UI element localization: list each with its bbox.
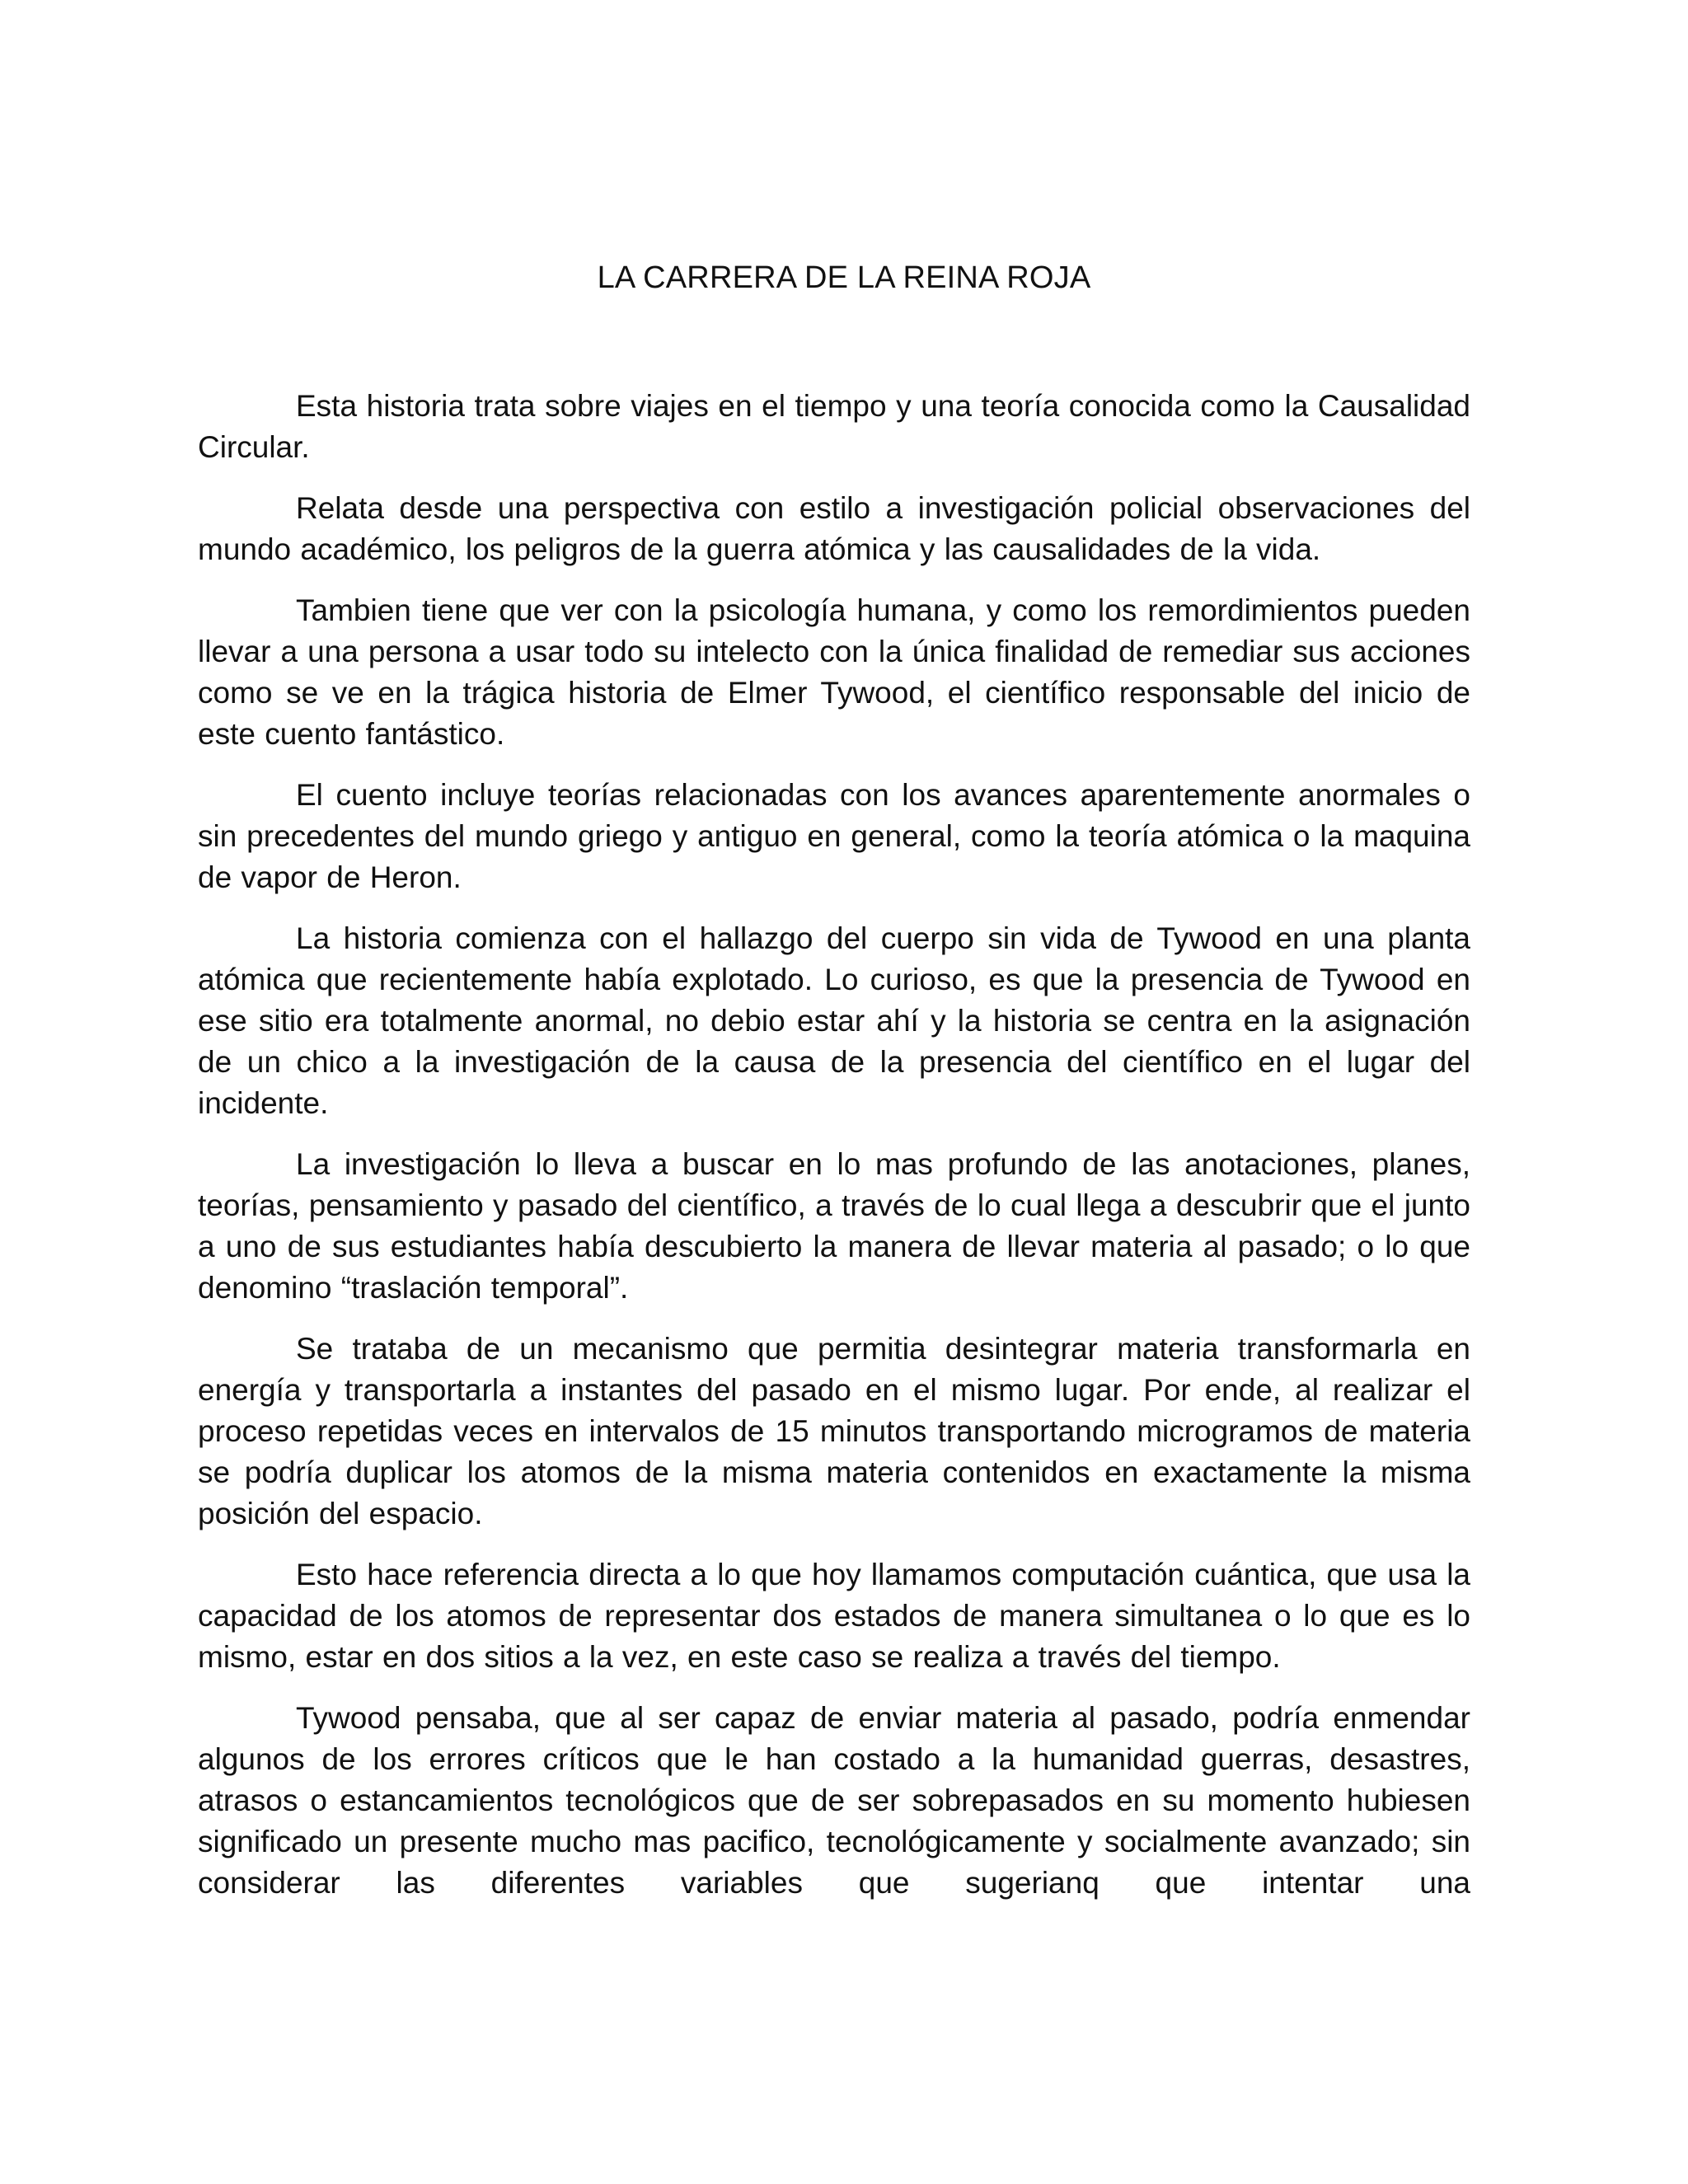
paragraph-3: Tambien tiene que ver con la psicología humana, y como los remordimientos pueden llevar a una persona a usar todo su intelecto con la única finalidad de remediar sus acciones como se ve en la trágica historia de Elmer Tywood, el científico responsable del inicio de este cuento fantástico. <box>198 593 1470 751</box>
paragraph-4: El cuento incluye teorías relacionadas con los avances aparentemente anormales o sin precedentes del mundo griego y antiguo en general, como la teoría atómica o la maquina de vapor de Heron. <box>198 778 1470 894</box>
document-body <box>198 386 1470 1924</box>
paragraph-5: La historia comienza con el hallazgo del cuerpo sin vida de Tywood en una planta atómica que recientemente había explotado. Lo curioso, es que la presencia de Tywood en ese sitio era totalmente anormal, no debio estar ahí y la historia se centra en la asignación de un chico a la investigación de la causa de la presencia del científico en el lugar del incidente. <box>198 921 1470 1120</box>
paragraph-1: Esta historia trata sobre viajes en el tiempo y una teoría conocida como la Causalidad Circular. <box>198 389 1470 464</box>
paragraph-7: Se trataba de un mecanismo que permitia desintegrar materia transformarla en energía y transportarla a instantes del pasado en el mismo lugar. Por ende, al realizar el proceso repetidas veces en intervalos de 15 minutos transportando microgramos de materia se podría duplicar los atomos de la misma materia contenidos en exactamente la misma posición del espacio. <box>198 1332 1470 1530</box>
paragraph-9: Tywood pensaba, que al ser capaz de enviar materia al pasado, podría enmendar algunos de los errores críticos que le han costado a la humanidad guerras, desastres, atrasos o estancamientos tecnológicos que de ser sobrepasados en su momento hubiesen significado un presente mucho mas pacifico, tecnológicamente y socialmente avanzado; sin considerar las diferentes variables que sugerianq que intentar una <box>198 1701 1470 1900</box>
document-title: LA CARRERA DE LA REINA ROJA <box>597 260 1091 295</box>
paragraph-2: Relata desde una perspectiva con estilo a investigación policial observaciones del mundo académico, los peligros de la guerra atómica y las causalidades de la vida. <box>198 491 1470 566</box>
paragraph-8: Esto hace referencia directa a lo que hoy llamamos computación cuántica, que usa la capacidad de los atomos de representar dos estados de manera simultanea o lo que es lo mismo, estar en dos sitios a la vez, en este caso se realiza a través del tiempo. <box>198 1558 1470 1674</box>
paragraph-6: La investigación lo lleva a buscar en lo mas profundo de las anotaciones, planes, teorías, pensamiento y pasado del científico, a través de lo cual llega a descubrir que el junto a uno de sus estudiantes había descubierto la manera de llevar materia al pasado; o lo que denomino “traslación temporal”. <box>198 1147 1470 1305</box>
